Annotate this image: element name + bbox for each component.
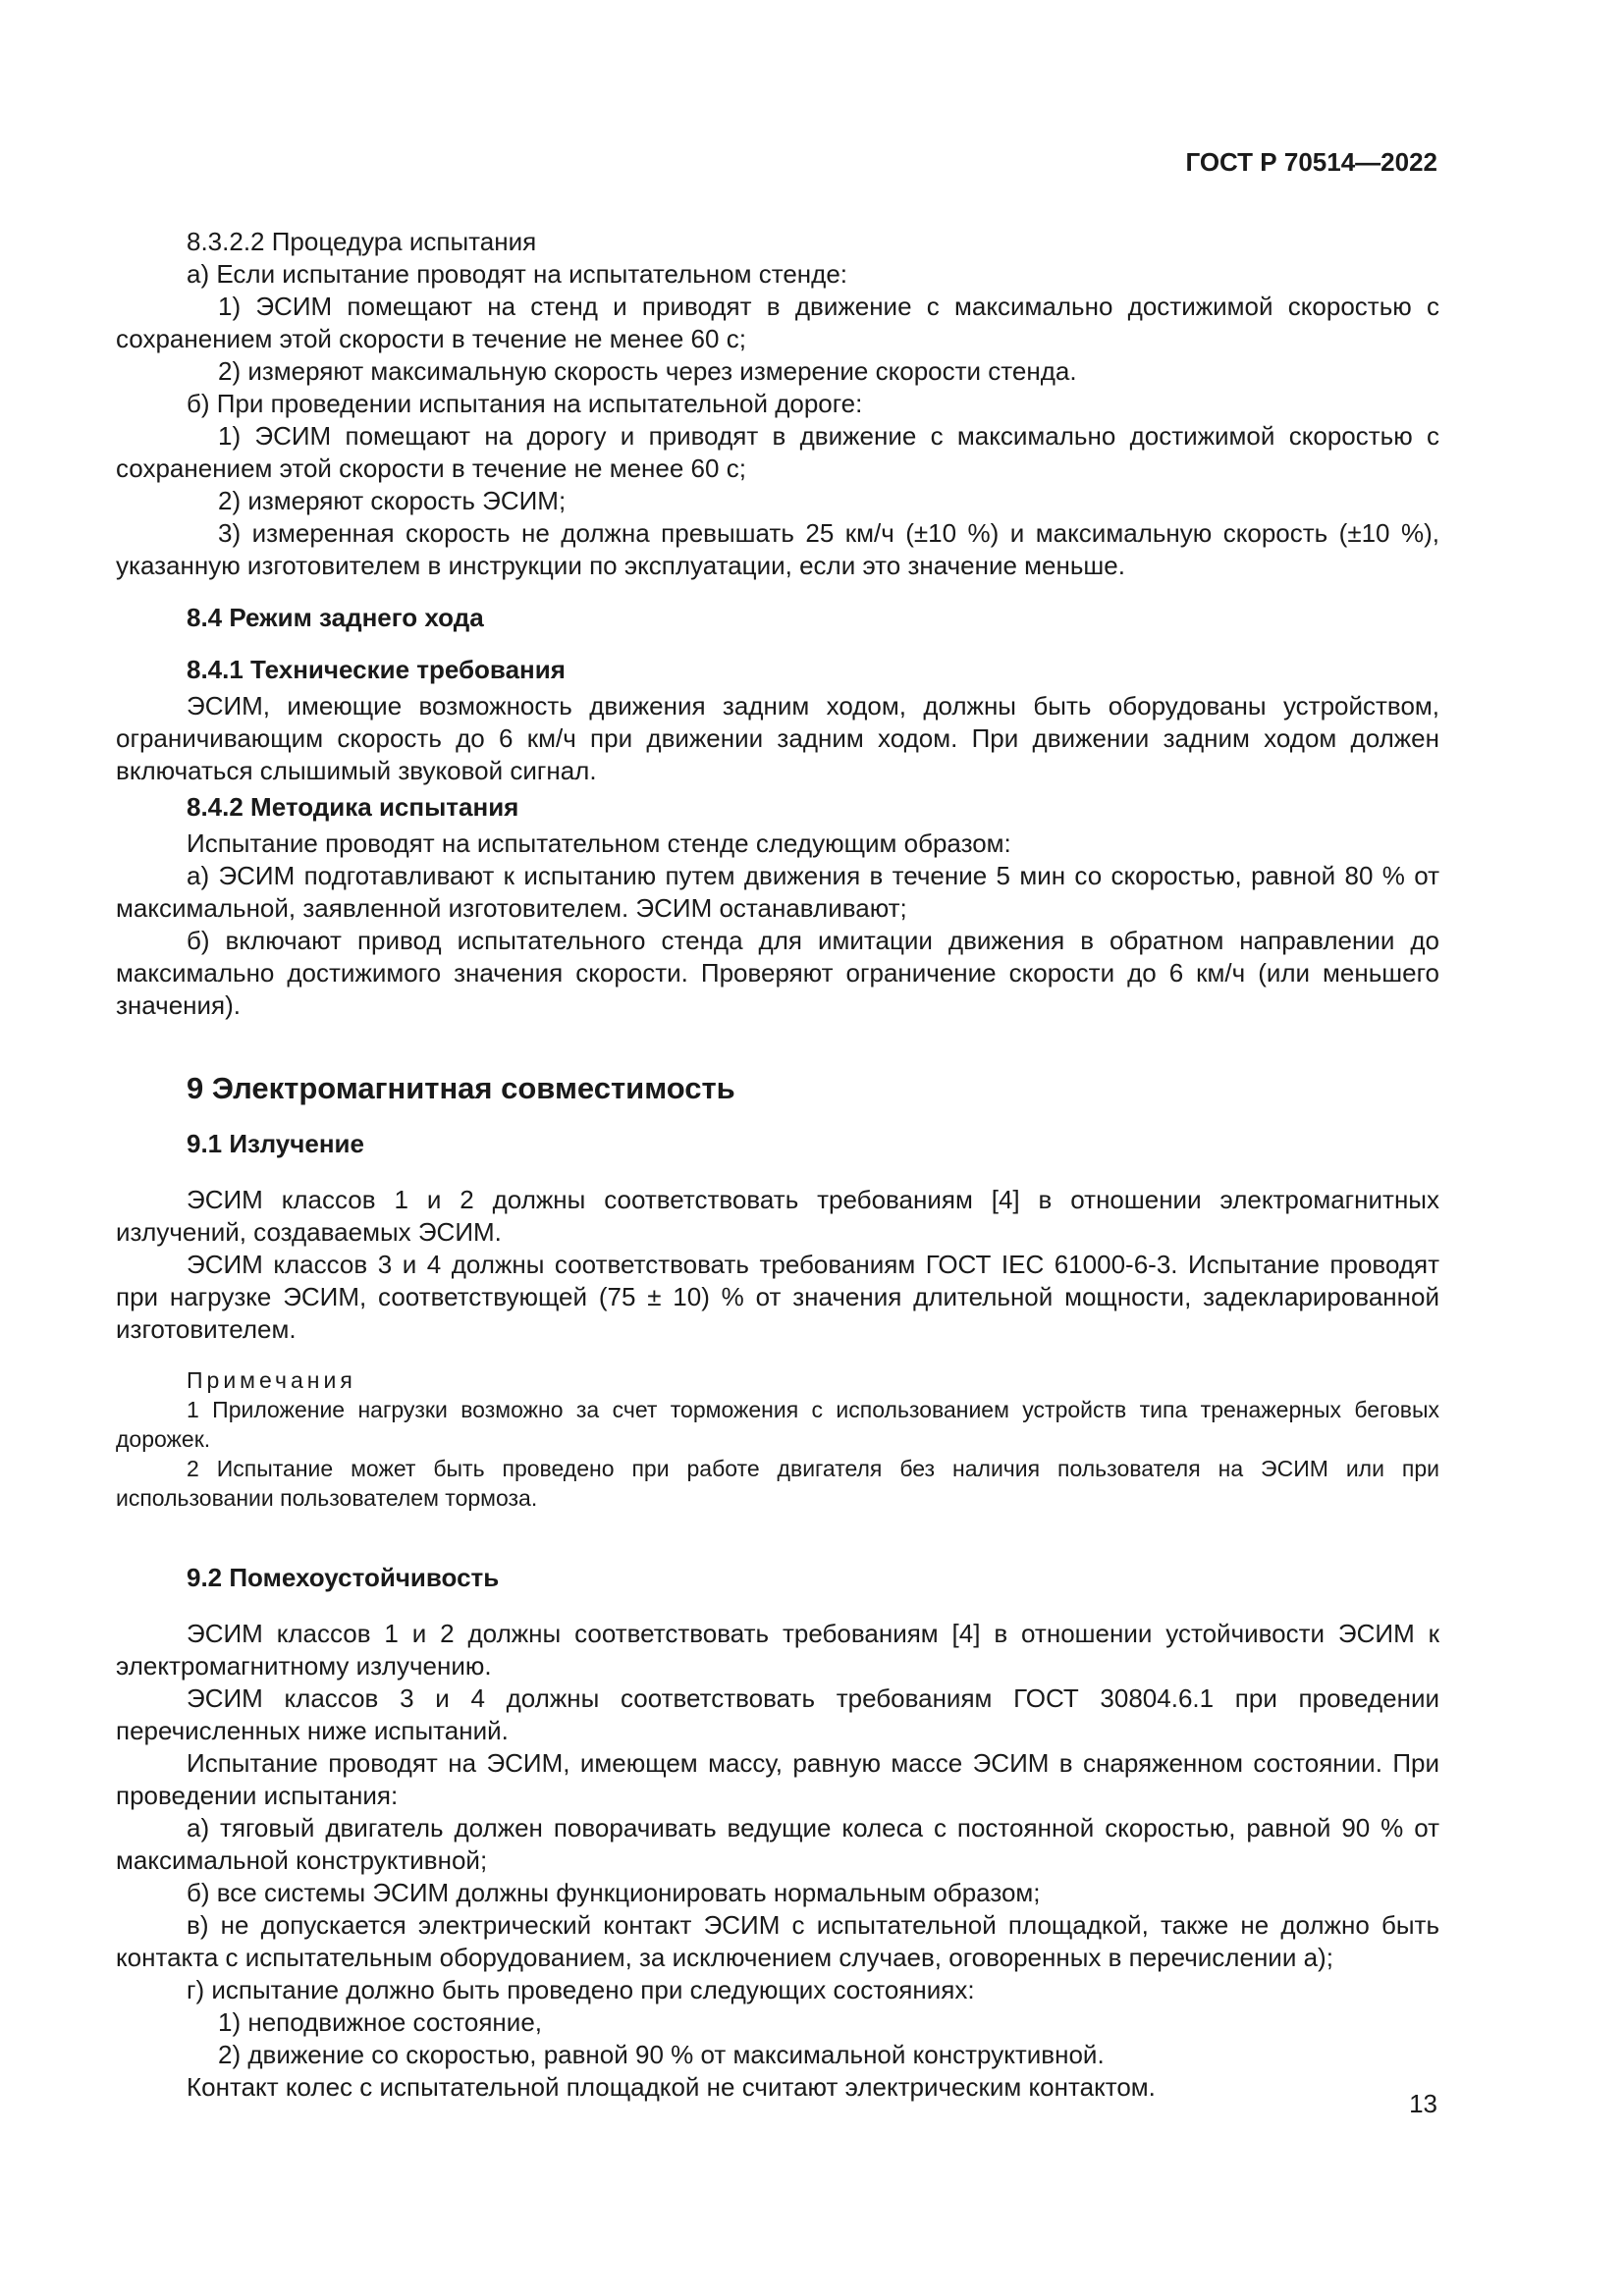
section-8-4-1-heading: 8.4.1 Технические требования: [187, 655, 566, 684]
paragraph-a1: 1) ЭСИМ помещают на стенд и приводят в движение с максимально достижимой скоростью с сохранением этой скорости в течение не менее 60 с;: [116, 292, 1439, 353]
paragraph-9-2-g2: 2) движение со скоростью, равной 90 % от максимальной конструктивной.: [218, 2040, 1105, 2069]
paragraph-b2: 2) измеряют скорость ЭСИМ;: [218, 486, 567, 515]
section-8-3-2-2-title: 8.3.2.2 Процедура испытания: [187, 227, 537, 256]
paragraph-9-2-g1: 1) неподвижное состояние,: [218, 2007, 543, 2037]
paragraph-b1: 1) ЭСИМ помещают на дорогу и приводят в движение с максимально достижимой скоростью с сохранением этой скорости в течение не менее 60 с;: [116, 421, 1439, 483]
note-2: 2 Испытание может быть проведено при работе двигателя без наличия пользователя на ЭСИМ или при использовании пользователем тормоза.: [116, 1456, 1439, 1511]
notes-title: Примечания: [187, 1367, 356, 1393]
page-number: 13: [1409, 2089, 1437, 2118]
document-body: [116, 226, 1439, 2104]
paragraph-9-2-d: а) тяговый двигатель должен поворачивать ведущие колеса с постоянной скоростью, равной 90 % от максимальной конструктивной;: [116, 1813, 1439, 1875]
document-id-header: ГОСТ Р 70514—2022: [1185, 147, 1437, 177]
paragraph-9-2-h: Контакт колес с испытательной площадкой не считают электрическим контактом.: [187, 2072, 1156, 2102]
paragraph-b3: 3) измеренная скорость не должна превышать 25 км/ч (±10 %) и максимальную скорость (±10 %), указанную изготовителем в инструкции по эксплуатации, если это значение меньше.: [116, 518, 1439, 580]
paragraph-9-2-f: в) не допускается электрический контакт ЭСИМ с испытательной площадкой, также не должно быть контакта с испытательным оборудованием, за исключением случаев, оговоренных в перечислении а);: [116, 1910, 1439, 1972]
paragraph-9-2-a: ЭСИМ классов 1 и 2 должны соответствовать требованиям [4] в отношении устойчивости ЭСИМ к электромагнитному излучению.: [116, 1619, 1439, 1681]
paragraph-8-4-2: Испытание проводят на испытательном стенде следующим образом:: [187, 828, 1011, 858]
paragraph-9-2-c: Испытание проводят на ЭСИМ, имеющем массу, равную массе ЭСИМ в снаряженном состоянии. При проведении испытания:: [116, 1748, 1439, 1810]
paragraph-9-2-b: ЭСИМ классов 3 и 4 должны соответствовать требованиям ГОСТ 30804.6.1 при проведении перечисленных ниже испытаний.: [116, 1683, 1439, 1745]
paragraph-9-2-e: б) все системы ЭСИМ должны функционировать нормальным образом;: [187, 1878, 1041, 1907]
section-9-1-heading: 9.1 Излучение: [187, 1129, 364, 1158]
section-9-heading: 9 Электромагнитная совместимость: [187, 1071, 735, 1105]
section-9-2-heading: 9.2 Помехоустойчивость: [187, 1563, 500, 1592]
paragraph-9-1-b: ЭСИМ классов 3 и 4 должны соответствовать требованиям ГОСТ IEC 61000-6-3. Испытание проводят при нагрузке ЭСИМ, соответствующей (75 ± 10) % от значения длительной мощности, задекларированной изготовителем.: [116, 1250, 1439, 1344]
note-1: 1 Приложение нагрузки возможно за счет торможения с использованием устройств типа тренажерных беговых дорожек.: [116, 1397, 1439, 1452]
paragraph-a: а) Если испытание проводят на испытательном стенде:: [187, 259, 848, 289]
paragraph-9-1-a: ЭСИМ классов 1 и 2 должны соответствовать требованиям [4] в отношении электромагнитных излучений, создаваемых ЭСИМ.: [116, 1185, 1439, 1247]
section-8-4-heading: 8.4 Режим заднего хода: [187, 603, 484, 632]
paragraph-a2: 2) измеряют максимальную скорость через измерение скорости стенда.: [218, 356, 1077, 386]
paragraph-8-4-2-a: а) ЭСИМ подготавливают к испытанию путем движения в течение 5 мин со скоростью, равной 80 % от максимальной, заявленной изготовителем. ЭСИМ останавливают;: [116, 861, 1439, 923]
paragraph-9-2-g: г) испытание должно быть проведено при следующих состояниях:: [187, 1975, 975, 2004]
paragraph-8-4-1: ЭСИМ, имеющие возможность движения задним ходом, должны быть оборудованы устройством, ограничивающим скорость до 6 км/ч при движении задним ходом. При движении задним ходом должен включаться слышимый звуковой сигнал.: [116, 691, 1439, 785]
paragraph-8-4-2-b: б) включают привод испытательного стенда для имитации движения в обратном направлении до максимально достижимого значения скорости. Проверяют ограничение скорости до 6 км/ч (или меньшего значения).: [116, 926, 1439, 1020]
section-8-4-2-heading: 8.4.2 Методика испытания: [187, 792, 519, 822]
paragraph-b: б) При проведении испытания на испытательной дороге:: [187, 389, 863, 418]
